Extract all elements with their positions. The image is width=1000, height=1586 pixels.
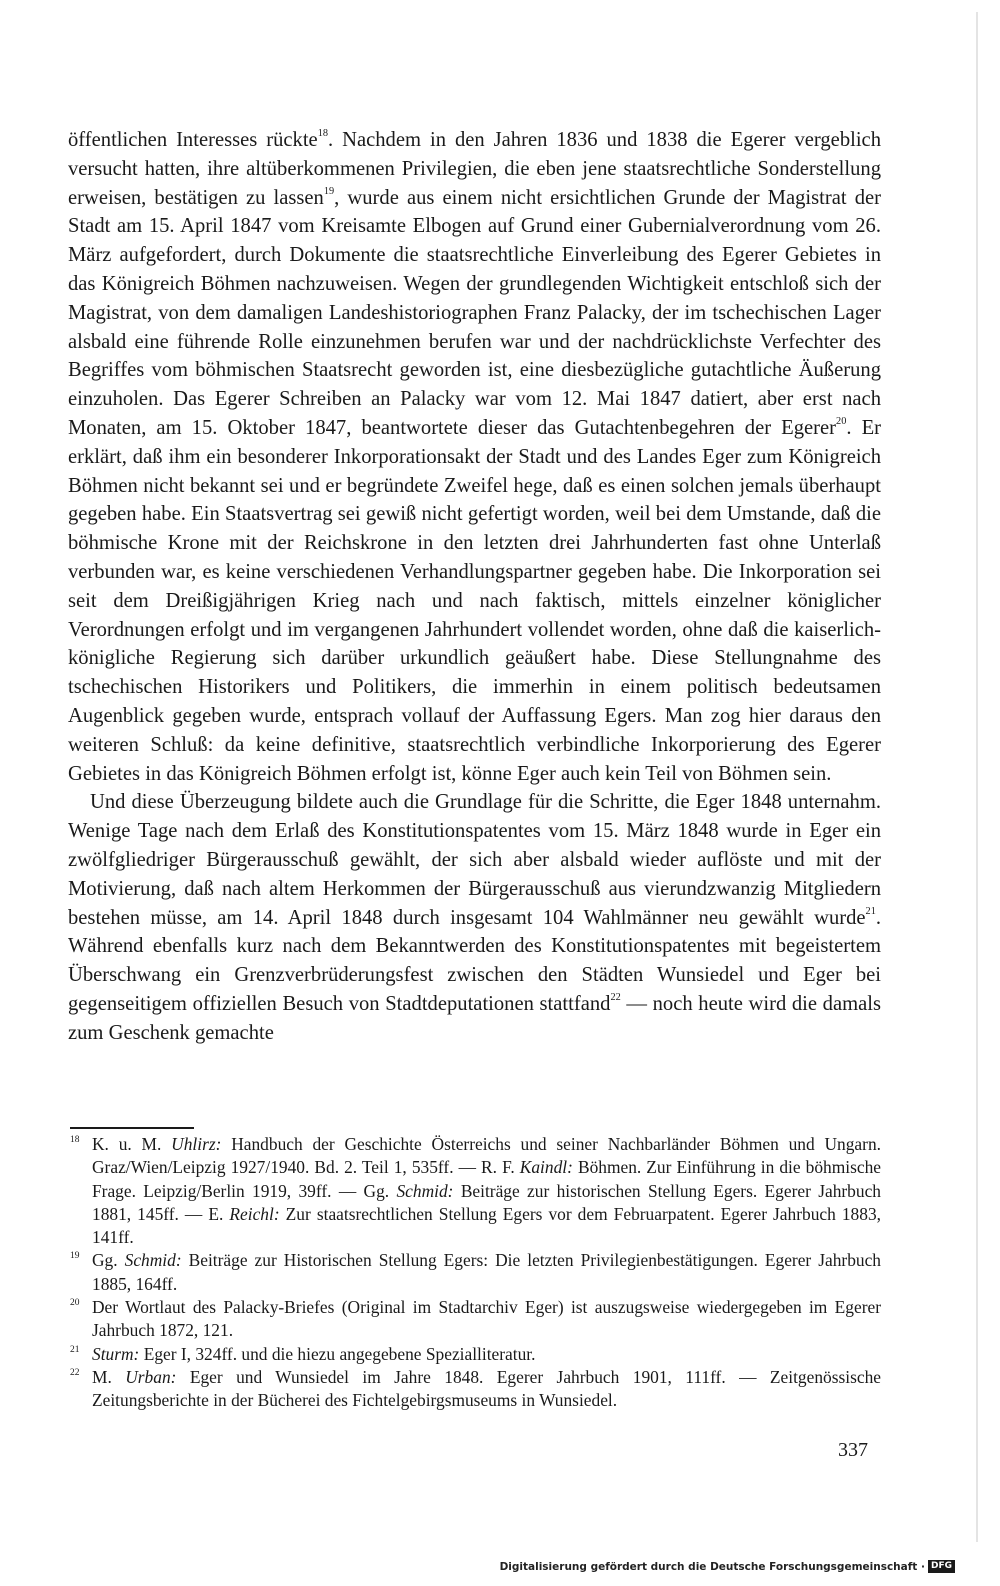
footnote-text — [92, 1250, 881, 1293]
footnote-number: 22 — [70, 1367, 80, 1378]
footnote-text — [92, 1367, 881, 1410]
footnote-ref-22[interactable]: 22 — [610, 992, 621, 1003]
citation-text: Der Wortlaut des Palacky-Briefes (Original im Stadtarchiv Eger) ist auszugsweise wiedergegeben im Egerer Jahrbuch 1872, 121. — [92, 1297, 881, 1341]
footnote-number: 21 — [70, 1344, 80, 1355]
footnote-divider — [70, 1127, 194, 1129]
footnote-text — [92, 1344, 535, 1364]
citation-text: M. — [92, 1366, 126, 1387]
text-run: — noch heute wird die damals zum Geschenk gemachte — [68, 992, 881, 1044]
footnote-22 — [70, 1366, 881, 1413]
footnote-18 — [70, 1133, 881, 1249]
citation-text: Beiträge zur Historischen Stellung Egers: Die letzten Privilegienbestätigungen. Egerer Jahrbuch 1885, 164ff. — [92, 1250, 882, 1294]
author-name: Uhlirz: — [171, 1134, 222, 1154]
citation-text: K. u. M. — [92, 1134, 172, 1154]
citation-text: Zur staatsrechtlichen Stellung Egers vor dem Februarpatent. Egerer Jahrbuch 1883, 141ff. — [92, 1203, 881, 1248]
citation-text: Eger I, 324ff. und die hiezu angegebene Spezialliteratur. — [139, 1343, 536, 1364]
footnote-text — [92, 1297, 881, 1340]
footnote-text — [92, 1134, 881, 1247]
footnote-ref-18[interactable]: 18 — [317, 128, 328, 140]
footnote-number: 20 — [70, 1298, 80, 1309]
author-name: Schmid: — [396, 1180, 454, 1201]
author-name: Reichl: — [229, 1203, 280, 1224]
footnote-ref-19[interactable]: 19 — [323, 185, 335, 197]
text-run: Und diese Überzeugung bildete auch die Grundlage für die Schritte, die Eger 1848 unternahm. Wenige Tage nach dem Erlaß des Konstitutionspatentes vom 15. März 1848 wurde in Eger ein zwölfgliedriger Bürgerausschuß gewählt, der sich aber alsbald wieder auflöste und mit der Motivierung, daß nach altem Herkommen der Bürgerausschuß aus vierundzwanzig Mitgliedern bestehen müsse, am 14. April 1848 durch insgesamt 104 Wahlmänner neu gewählt wurde — [68, 791, 881, 929]
footnote-21 — [70, 1343, 881, 1366]
citation-text: Beiträge zur historischen Stellung Egers. Egerer Jahrbuch 1881, 145ff. — E. — [92, 1180, 881, 1224]
funding-notice — [500, 1560, 955, 1573]
citation-text: Handbuch der Geschichte Österreichs und seiner Nachbarländer Böhmen und Ungarn. Graz/Wien/Leipzig 1927/1940. Bd. 2. Teil 1, 535ff. — R. F. — [92, 1134, 881, 1178]
page-edge-shadow — [976, 12, 978, 1542]
citation-text: Gg. — [92, 1250, 125, 1271]
footnote-number: 18 — [70, 1135, 80, 1145]
text-run: . Nachdem in den Jahren 1836 und 1838 die Egerer vergeblich versucht hatten, ihre altüberkommenen Privilegien, die eben jene staatsrechtliche Sonderstellung erweisen, bestätigen zu lassen — [68, 129, 881, 209]
text-run: öffentlichen Interesses rückte — [68, 129, 318, 151]
author-name: Urban: — [125, 1366, 177, 1387]
dfg-logo: DFG — [928, 1560, 955, 1573]
text-run: . Während ebenfalls kurz nach dem Bekanntwerden des Konstitutionspatentes mit begeistertem Überschwang ein Grenzverbrüderungsfest zwischen den Städten Wunsiedel und Eger bei gegenseitigem offiziellen Besuch von Stadtdeputationen stattfand — [68, 906, 881, 1015]
citation-text: Eger und Wunsiedel im Jahre 1848. Egerer Jahrbuch 1901, 111ff. — Zeitgenössische Zeitungsberichte in der Bücherei des Fichtelgebirgsmuseums in Wunsiedel. — [92, 1366, 881, 1411]
footnote-20 — [70, 1296, 881, 1343]
paragraph-1 — [68, 126, 881, 788]
page-number: 337 — [838, 1439, 868, 1461]
footnote-ref-20[interactable]: 20 — [836, 416, 847, 428]
funding-text: Digitalisierung gefördert durch die Deutsche Forschungsgemeinschaft · — [499, 1560, 925, 1573]
author-name: Schmid: — [124, 1250, 182, 1271]
citation-text: Böhmen. Zur Einführung in die böhmische Frage. Leipzig/Berlin 1919, 39ff. — Gg. — [92, 1157, 881, 1201]
footnote-19 — [70, 1249, 881, 1296]
footnote-ref-21[interactable]: 21 — [865, 905, 876, 917]
body-text — [68, 126, 881, 1048]
text-run: . Er erklärt, daß ihm ein besonderer Inkorporationsakt der Stadt und des Landes Eger zum Königreich Böhmen nicht bekannt sei und er begründete Zweifel hege, daß es einen solchen jemals überhaupt gegeben habe. Ein Staatsvertrag sei gewiß nicht gefertigt worden, weil bei dem Umstande, daß die böhmische Krone mit der Reichskrone in den letzten drei Jahrhunderten fast ohne Unterlaß verbunden war, es keine verschiedenen Verhandlungspartner gegeben habe. Die Inkorporation sei seit dem Dreißigjährigen Krieg nach und nach faktisch, mittels einzelner königlicher Verordnungen erfolgt und im vergangenen Jahrhundert vollendet worden, ohne daß die kaiserlich-königliche Regierung sich darüber urkundlich geäußert habe. Diese Stellungnahme des tschechischen Historikers und Politikers, die immerhin in einem politisch bedeutsamen Augenblick gegeben wurde, entsprach vollauf der Auffassung Egers. Man zog hier daraus den weiteren Schluß: da keine definitive, staatsrechtlich verbindliche Inkorporierung des Egerer Gebietes in das Königreich Böhmen erfolgt ist, könne Eger auch kein Teil von Böhmen sein. — [68, 416, 882, 785]
paragraph-2 — [68, 788, 881, 1047]
footnotes — [70, 1133, 881, 1413]
author-name: Kaindl: — [519, 1157, 573, 1178]
footnote-number: 19 — [70, 1251, 80, 1262]
text-run: , wurde aus einem nicht ersichtlichen Grunde der Magistrat der Stadt am 15. April 1847 vom Kreisamte Elbogen auf Grund einer Gubernialverordnung vom 26. März aufgefordert, durch Dokumente die staatsrechtliche Einverleibung des Egerer Gebietes in das Königreich Böhmen nachzuweisen. Wegen der grundlegenden Wichtigkeit entschloß sich der Magistrat, von dem damaligen Landeshistoriographen Franz Palacky, der im tschechischen Lager alsbald eine führende Rolle einzunehmen berufen war und der nachdrücklichste Verfechter des Begriffes vom böhmischen Staatsrecht geworden ist, eine diesbezügliche gutachtliche Äußerung einzuholen. Das Egerer Schreiben an Palacky war vom 12. Mai 1847 datiert, aber erst nach Monaten, am 15. Oktober 1847, beantwortete dieser das Gutachtenbegehren der Egerer — [68, 186, 881, 439]
author-name: Sturm: — [92, 1343, 140, 1364]
